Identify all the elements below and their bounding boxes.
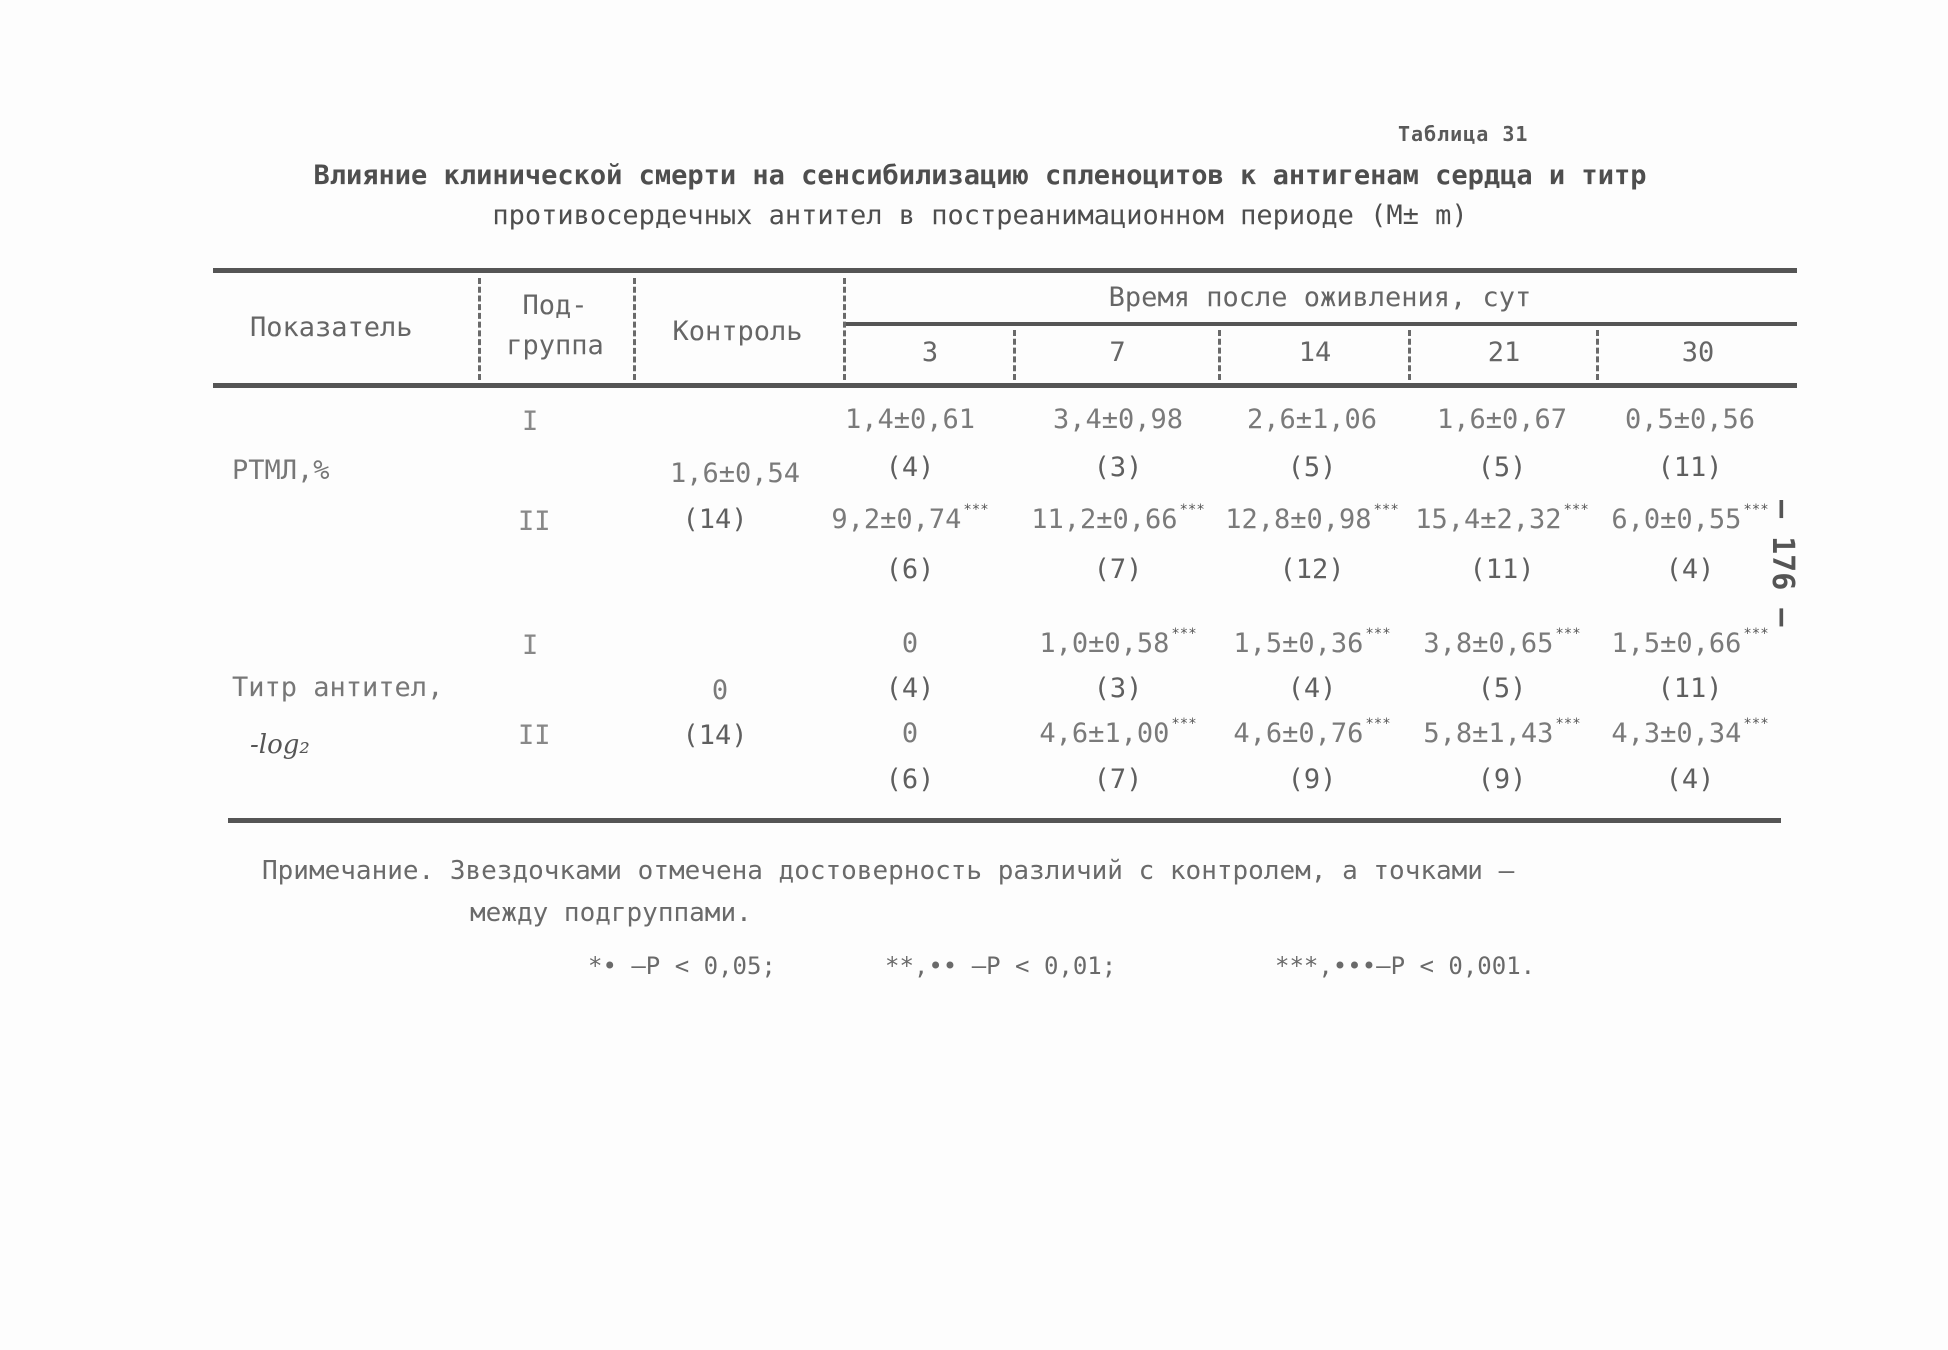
cell-value [1018,406,1218,433]
cell-value [1212,626,1412,659]
cell-n: (4) [1665,554,1715,585]
significance-mark: *** [1555,626,1581,642]
days-header-rule [845,322,1797,326]
header-day-30: 30 [1681,337,1715,368]
cell-value [1402,406,1602,433]
cell-mean-value: 6,0±0,55 [1611,504,1742,535]
separator-control-time [843,278,846,380]
subgroup-label: I [522,406,539,437]
control-n: (14) [682,504,748,535]
separator-day3-day7 [1013,330,1016,380]
control-value: 1,6±0,54 [669,458,801,489]
significance-mark: *** [1555,716,1581,732]
cell-mean-value: 1,5±0,36 [1233,628,1364,659]
significance-mark: *** [1373,502,1399,518]
cell-mean-value: 1,0±0,58 [1039,628,1170,659]
significance-mark: *** [1365,626,1391,642]
significance-mark: *** [1743,716,1769,732]
cell-n: (12) [1279,554,1345,585]
cell-value [1402,716,1602,749]
cell-value [1590,502,1790,535]
separator-day21-day30 [1596,330,1599,380]
cell-mean-value: 0,5±0,56 [1624,404,1756,435]
header-subgroup-line1: Под- [522,290,588,321]
significance-mark: *** [1365,716,1391,732]
significance-p005: *• –P < 0,05; [588,952,776,980]
row-label-rtml: РТМЛ,% [232,455,330,486]
cell-n: (11) [1657,673,1723,704]
cell-value [1018,626,1218,659]
header-time-after-revival: Время после оживления, сут [1108,282,1532,313]
cell-value [1212,502,1412,535]
header-day-3: 3 [921,337,939,368]
cell-mean-value: 11,2±0,66 [1031,504,1178,535]
cell-value [810,502,1010,535]
cell-value [810,720,1010,747]
cell-mean-value: 4,3±0,34 [1611,718,1742,749]
cell-n: (9) [1287,764,1337,795]
cell-value [1018,716,1218,749]
cell-mean-value: 3,8±0,65 [1423,628,1554,659]
cell-value [1590,406,1790,433]
control-value: 0 [711,675,729,706]
row-label-log2: -log₂ [250,730,310,760]
header-day-7: 7 [1109,337,1126,368]
cell-mean-value: 4,6±1,00 [1039,718,1170,749]
cell-n: (4) [1287,673,1337,704]
cell-mean-value: 1,6±0,67 [1436,404,1568,435]
significance-mark: *** [963,502,989,518]
cell-mean-value: 1,4±0,61 [844,404,976,435]
cell-value [810,406,1010,433]
cell-value [1212,406,1412,433]
cell-n: (11) [1657,452,1723,483]
note-line2: между подгруппами. [470,898,752,928]
cell-n: (9) [1477,764,1527,795]
separator-day14-day21 [1408,330,1411,380]
cell-n: (4) [1665,764,1715,795]
table-top-rule [213,268,1797,273]
cell-n: (5) [1477,452,1527,483]
cell-n: (6) [885,554,935,585]
cell-mean-value: 0 [901,628,919,659]
significance-mark: *** [1743,502,1769,518]
header-day-21: 21 [1487,337,1521,368]
significance-p0001: ***,•••–P < 0,001. [1275,952,1536,980]
subgroup-label: II [518,506,551,537]
cell-n: (7) [1093,554,1143,585]
separator-day7-day14 [1218,330,1221,380]
subgroup-label: I [522,630,539,661]
cell-mean-value: 5,8±1,43 [1423,718,1554,749]
cell-value [810,630,1010,657]
header-control: Контроль [672,316,803,347]
significance-mark: *** [1171,716,1197,732]
page-number: – 176 – [1765,500,1800,627]
table-number: Таблица 31 [1398,122,1529,146]
cell-n: (4) [885,673,935,704]
significance-mark: *** [1171,626,1197,642]
table-bottom-rule [228,818,1781,823]
separator-indicator-subgroup [478,278,481,380]
cell-n: (7) [1093,764,1143,795]
cell-mean-value: 2,6±1,06 [1246,404,1378,435]
separator-subgroup-control [633,278,636,380]
cell-value [1212,716,1412,749]
control-n: (14) [682,720,748,751]
cell-value [1402,502,1602,535]
table-title-line2: противосердечных антител в постреанимационном периоде (M± m) [492,200,1468,231]
header-bottom-rule [213,383,1797,388]
cell-mean-value: 0 [901,718,919,749]
subgroup-label: II [518,720,551,751]
cell-n: (3) [1093,452,1143,483]
header-subgroup-line2: группа [506,330,604,361]
cell-n: (5) [1477,673,1527,704]
cell-value [1402,626,1602,659]
significance-mark: *** [1179,502,1205,518]
cell-mean-value: 3,4±0,98 [1052,404,1184,435]
cell-n: (4) [885,452,935,483]
cell-mean-value: 4,6±0,76 [1233,718,1364,749]
cell-mean-value: 1,5±0,66 [1611,628,1742,659]
cell-value [1590,626,1790,659]
cell-mean-value: 9,2±0,74 [831,504,962,535]
row-label-antibody-titer: Титр антител, [232,672,444,703]
significance-mark: *** [1563,502,1589,518]
header-indicator: Показатель [250,312,413,343]
significance-mark: *** [1743,626,1769,642]
cell-mean-value: 12,8±0,98 [1225,504,1372,535]
cell-mean-value: 15,4±2,32 [1415,504,1562,535]
cell-value [1018,502,1218,535]
cell-n: (5) [1287,452,1337,483]
note-line1: Примечание. Звездочками отмечена достоверность различий с контролем, а точками – [262,856,1515,886]
cell-n: (3) [1093,673,1143,704]
significance-p001: **,•• –P < 0,01; [885,952,1117,980]
table-title-line1: Влияние клинической смерти на сенсибилизацию спленоцитов к антигенам сердца и титр [313,160,1647,191]
cell-value [1590,716,1790,749]
cell-n: (11) [1469,554,1535,585]
header-day-14: 14 [1298,337,1332,368]
cell-n: (6) [885,764,935,795]
